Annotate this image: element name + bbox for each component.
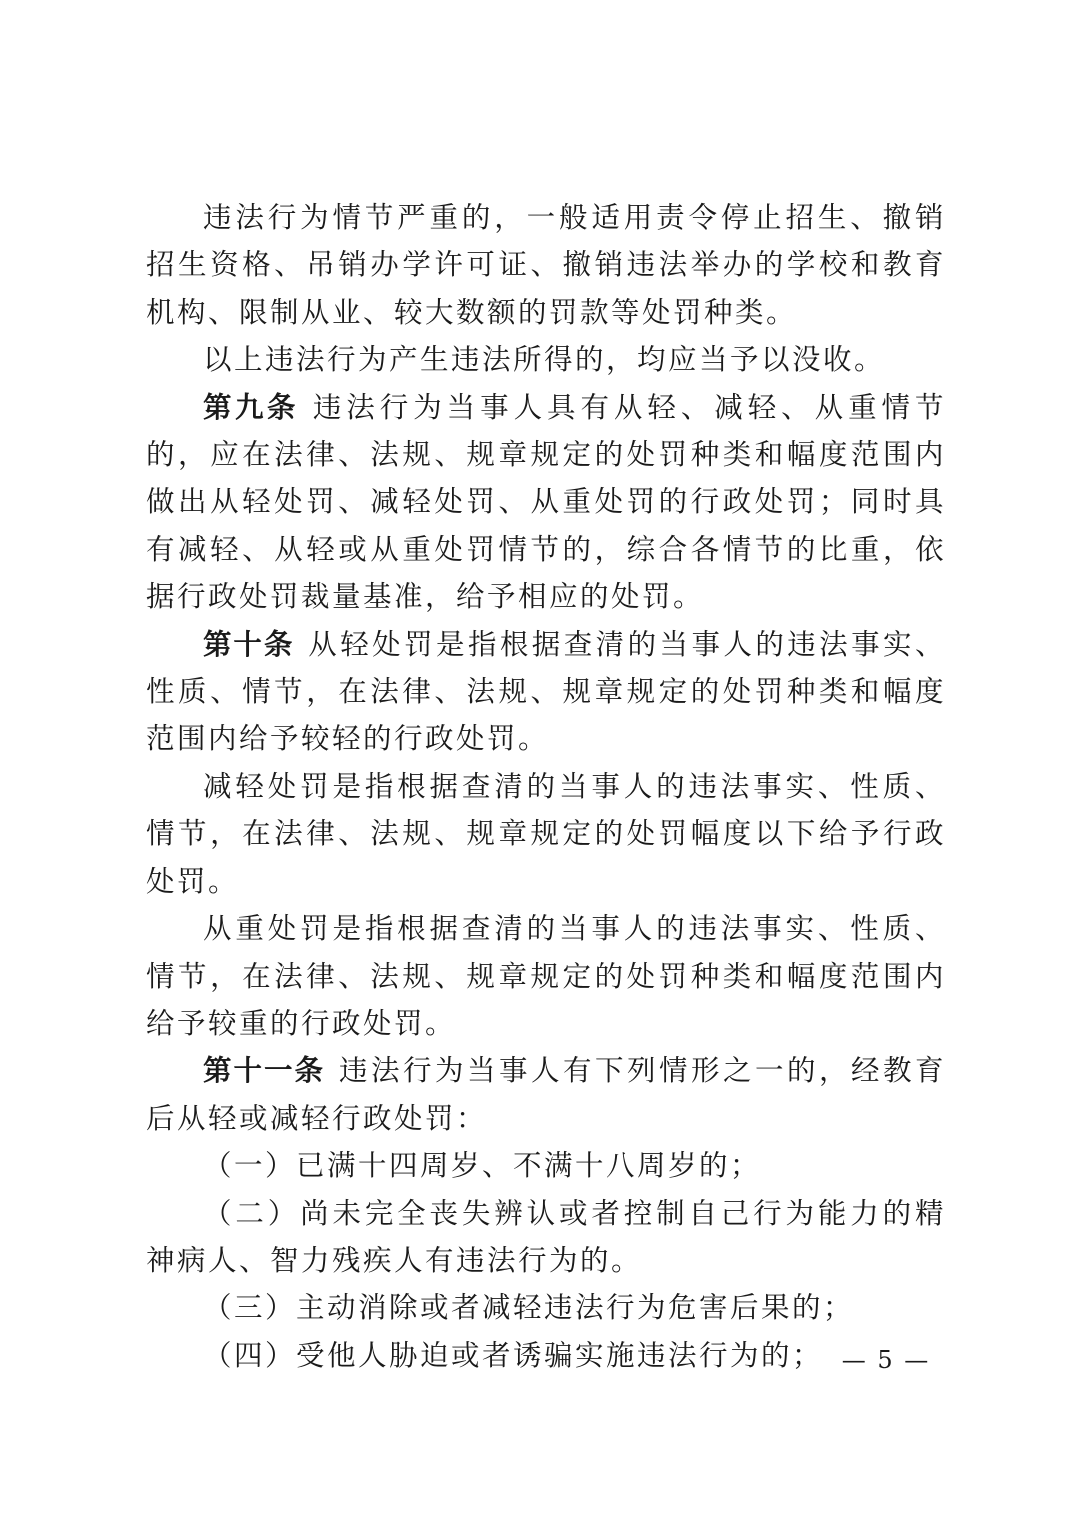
article-9 (146, 384, 946, 621)
paragraph-text: 从重处罚是指根据查清的当事人的违法事实、性质、情节，在法律、法规、规章规定的处罚种类和幅度范围内给予较重的行政处罚。 (146, 912, 946, 1040)
paragraph-2 (146, 336, 946, 383)
paragraph-text: （三）主动消除或者减轻违法行为危害后果的； (203, 1291, 855, 1325)
list-item-1 (146, 1142, 946, 1189)
paragraph-text: （二）尚未完全丧失辨认或者控制自己行为能力的精神病人、智力残疾人有违法行为的。 (146, 1196, 946, 1277)
list-item-4 (146, 1332, 946, 1379)
page-number: — 5 — (841, 1346, 931, 1374)
article-11 (146, 1047, 946, 1142)
paragraph-text: 减轻处罚是指根据查清的当事人的违法事实、性质、情节，在法律、法规、规章规定的处罚幅度以下给予行政处罚。 (146, 769, 946, 898)
article-10 (146, 621, 946, 763)
paragraph-heavier-penalty (146, 905, 946, 1047)
paragraph-text: （四）受他人胁迫或者诱骗实施违法行为的； (203, 1338, 824, 1372)
paragraph-text: 违法行为当事人具有从轻、减轻、从重情节的，应在法律、法规、规章规定的处罚种类和幅度范围内做出从轻处罚、减轻处罚、从重处罚的行政处罚；同时具有减轻、从轻或从重处罚情节的，综合各情节的比重，依据行政处罚裁量基准，给予相应的处罚。 (146, 390, 946, 614)
paragraph-text: 从轻处罚是指根据查清的当事人的违法事实、性质、情节，在法律、法规、规章规定的处罚种类和幅度范围内给予较轻的行政处罚。 (146, 627, 946, 756)
paragraph-text: 违法行为当事人有下列情形之一的，经教育后从轻或减轻行政处罚： (146, 1054, 946, 1135)
article-heading: 第十条 (203, 627, 295, 661)
paragraph-mitigated-penalty (146, 763, 946, 905)
document-body (146, 194, 946, 1379)
paragraph-text: 以上违法行为产生违法所得的，均应当予以没收。 (203, 343, 886, 377)
paragraph-text: 违法行为情节严重的，一般适用责令停止招生、撤销招生资格、吊销办学许可证、撤销违法举办的学校和教育机构、限制从业、较大数额的罚款等处罚种类。 (146, 201, 946, 329)
article-heading: 第九条 (203, 390, 299, 424)
paragraph-text: （一）已满十四周岁、不满十八周岁的； (203, 1149, 762, 1183)
paragraph-1 (146, 194, 946, 336)
list-item-3 (146, 1284, 946, 1331)
article-heading: 第十一条 (203, 1054, 325, 1088)
list-item-2 (146, 1190, 946, 1285)
